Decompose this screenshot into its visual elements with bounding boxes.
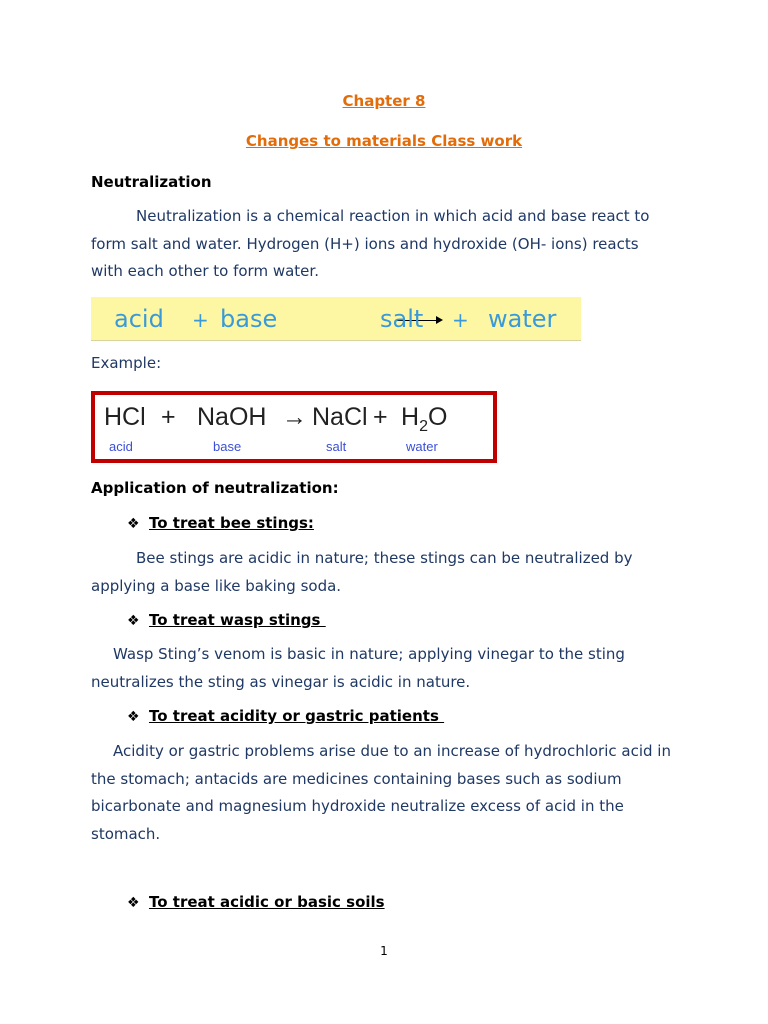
eq-label-base: base [213, 439, 242, 454]
application-label: To treat acidity or gastric patients [149, 707, 445, 725]
diamond-bullet-icon: ❖ [127, 613, 140, 629]
intro-line: Neutralization is a chemical reaction in which acid and base react to [136, 207, 650, 225]
diamond-bullet-icon: ❖ [127, 709, 140, 725]
banner-water: water [488, 305, 557, 333]
eq-nacl: NaCl [312, 403, 368, 431]
eq-plus: + [373, 403, 388, 431]
application-label: To treat wasp stings [149, 611, 326, 629]
eq-label-water: water [406, 439, 438, 454]
arrow-head-icon [436, 316, 443, 324]
banner-acid: acid [114, 305, 164, 333]
section-title: Neutralization [91, 173, 212, 191]
page-subtitle: Changes to materials Class work [245, 132, 523, 150]
application-heading [127, 707, 444, 725]
application-line: applying a base like baking soda. [91, 576, 342, 595]
eq-plus: + [161, 403, 176, 431]
intro-line: form salt and water. Hydrogen (H+) ions and hydroxide (OH- ions) reacts [91, 234, 639, 253]
banner-base: base [220, 305, 278, 333]
application-text [91, 545, 691, 600]
banner-plus: + [192, 308, 209, 332]
eq-arrow: → [282, 403, 307, 431]
application-text [91, 738, 691, 848]
eq-h: H [401, 403, 420, 431]
application-line: stomach. [91, 824, 161, 843]
intro-line: with each other to form water. [91, 262, 319, 280]
applications-title: Application of neutralization: [91, 479, 339, 497]
page-number: 1 [380, 944, 388, 958]
diamond-bullet-icon: ❖ [127, 895, 140, 911]
application-line: Bee stings are acidic in nature; these stings can be neutralized by [136, 549, 633, 567]
chapter-title: Chapter 8 [342, 92, 426, 110]
application-heading [127, 893, 385, 911]
intro-paragraph [91, 203, 691, 286]
application-line: bicarbonate and magnesium hydroxide neutralize excess of acid in the [91, 797, 624, 815]
application-label: To treat acidic or basic soils [149, 893, 385, 911]
application-heading [127, 611, 326, 629]
banner-plus: + [452, 308, 469, 332]
application-heading [127, 514, 314, 532]
application-line: the stomach; antacids are medicines containing bases such as sodium [91, 769, 622, 788]
application-line: neutralizes the sting as vinegar is acidic in nature. [91, 672, 471, 691]
banner-salt: salt [380, 305, 424, 333]
eq-label-acid: acid [109, 439, 133, 454]
application-text [91, 641, 691, 696]
word-equation-banner [91, 297, 581, 341]
eq-subscript: 2 [419, 418, 428, 435]
eq-label-salt: salt [326, 439, 347, 454]
application-label: To treat bee stings: [149, 514, 314, 532]
eq-naoh: NaOH [197, 403, 267, 431]
chemical-equation-box [91, 391, 497, 463]
application-line: Wasp Sting’s venom is basic in nature; applying vinegar to the sting [113, 645, 625, 663]
eq-o: O [427, 403, 448, 431]
diamond-bullet-icon: ❖ [127, 516, 140, 532]
eq-hcl: HCl [104, 403, 146, 431]
application-line: Acidity or gastric problems arise due to an increase of hydrochloric acid in [113, 742, 671, 760]
eq-water-formula [401, 403, 448, 435]
example-label: Example: [91, 354, 162, 372]
